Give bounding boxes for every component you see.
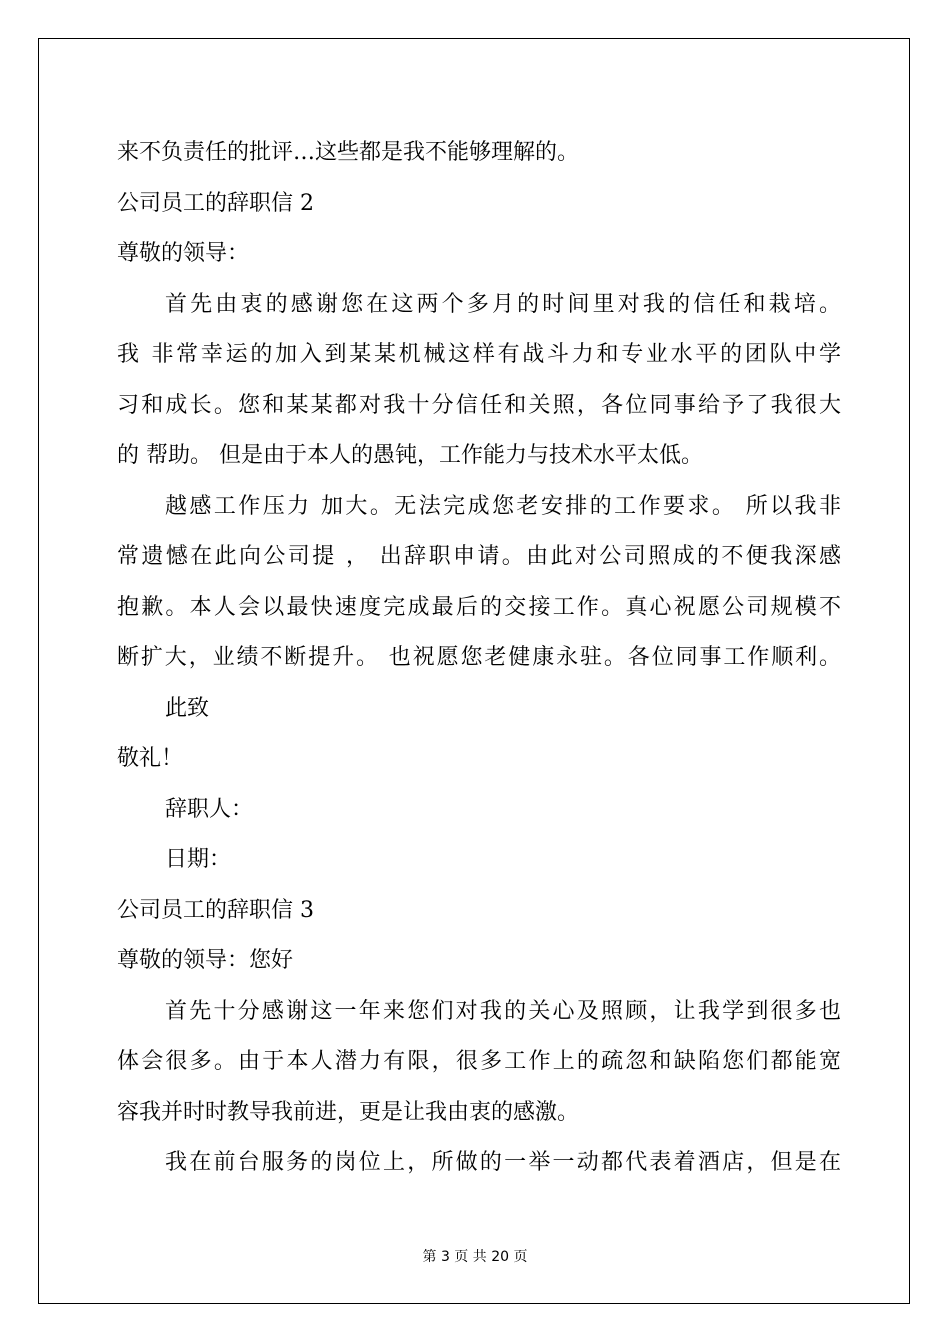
text-line: 辞职人： <box>165 796 254 822</box>
text-line: 常遗憾在此向公司提 ， 出辞职申请。由此对公司照成的不便我深感 <box>117 544 841 569</box>
text-line: 来不负责任的批评…这些都是我不能够理解的。 <box>117 140 580 165</box>
text-line: 我在前台服务的岗位上，所做的一举一动都代表着酒店，但是在 <box>165 1150 841 1175</box>
text-line: 抱歉。本人会以最快速度完成最后的交接工作。真心祝愿公司规模不 <box>117 594 841 620</box>
text-line: 越感工作压力 加大。无法完成您老安排的工作要求。 所以我非 <box>165 493 841 519</box>
text-line: 日期： <box>165 847 232 872</box>
text-line: 容我并时时教导我前进，更是让我由衷的感激。 <box>117 1099 580 1125</box>
text-line: 此致 <box>165 695 210 721</box>
text-line: 公司员工的辞职信 3 <box>117 897 314 923</box>
document-body <box>117 128 841 1189</box>
text-line: 尊敬的领导：您好 <box>117 948 294 973</box>
text-line: 的 帮助。 但是由于本人的愚钝，工作能力与技术水平太低。 <box>117 443 703 468</box>
text-line: 首先由衷的感谢您在这两个多月的时间里对我的信任和栽培。 <box>165 291 841 317</box>
text-line: 我 非常幸运的加入到某某机械这样有战斗力和专业水平的团队中学 <box>117 342 841 367</box>
text-line: 首先十分感谢这一年来您们对我的关心及照顾，让我学到很多也 <box>165 998 841 1024</box>
text-line: 习和成长。您和某某都对我十分信任和关照，各位同事给予了我很大 <box>117 392 841 418</box>
text-line: 体会很多。由于本人潜力有限，很多工作上的疏忽和缺陷您们都能宽 <box>117 1049 841 1074</box>
text-line: 尊敬的领导： <box>117 241 250 266</box>
page-footer: 第 3 页 共 20 页 <box>422 1249 528 1265</box>
text-line: 敬礼！ <box>117 746 184 771</box>
text-line: 断扩大，业绩不断提升。 也祝愿您老健康永驻。各位同事工作顺利。 <box>117 645 841 670</box>
text-line: 公司员工的辞职信 2 <box>117 190 314 216</box>
